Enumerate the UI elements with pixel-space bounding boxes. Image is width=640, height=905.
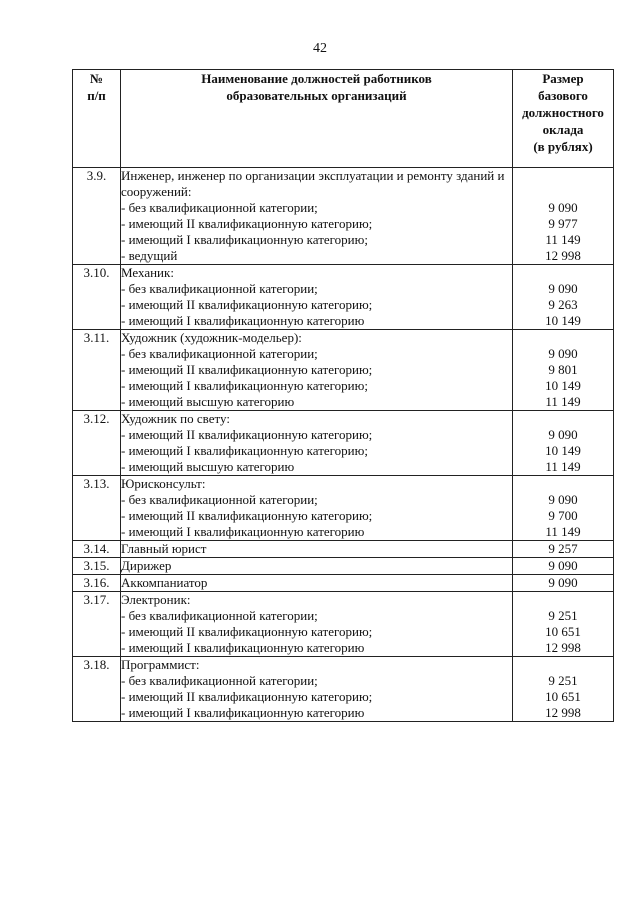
row-number: 3.9. [73,168,121,265]
table-row [73,476,614,541]
row-item-label: - без квалификационной категории; [121,281,318,296]
salary-value: 9 977 [548,216,578,231]
row-item-label: - имеющий II квалификационную категорию; [121,362,373,377]
row-item-label: - имеющий II квалификационную категорию; [121,508,373,523]
row-salary [513,265,614,330]
row-salary: 9 090 [513,575,614,592]
row-title: Электроник: [121,592,191,607]
row-number: 3.17. [73,592,121,657]
row-position [121,411,513,476]
table-row [73,592,614,657]
row-position [121,265,513,330]
table-row [73,168,614,265]
row-item-label: - имеющий высшую категорию [121,394,295,409]
row-number: 3.11. [73,330,121,411]
row-title: Механик: [121,265,174,280]
page-number: 42 [313,41,327,56]
salary-value: 9 700 [548,508,578,523]
table-header-row [73,70,614,168]
row-item-label: - ведущий [121,248,178,263]
row-salary: 9 090 [513,558,614,575]
salary-value: 9 251 [548,673,578,688]
row-salary [513,592,614,657]
row-salary [513,168,614,265]
row-number: 3.15. [73,558,121,575]
row-position [121,476,513,541]
salary-value: 11 149 [545,524,581,539]
row-item-label: - имеющий I квалификационную категорию; [121,443,368,458]
salary-value: 11 149 [545,394,581,409]
row-title: Художник по свету: [121,411,230,426]
row-item-label: - без квалификационной категории; [121,200,318,215]
salary-value: 12 998 [545,640,581,655]
salary-value: 9 801 [548,362,578,377]
row-number: 3.14. [73,541,121,558]
row-title: Инженер, инженер по организации эксплуатации и ремонту зданий и сооружений: [121,168,505,199]
row-number: 3.18. [73,657,121,722]
row-item-label: - имеющий I квалификационную категорию; [121,232,368,247]
salary-value: 9 251 [548,608,578,623]
salary-value: 10 651 [545,624,581,639]
header-number: № п/п [73,70,121,168]
row-position: Дирижер [121,558,513,575]
row-item-label: - имеющий I квалификационную категорию [121,705,365,720]
table-row [73,575,614,592]
row-position [121,592,513,657]
row-position [121,330,513,411]
row-item-label: - имеющий II квалификационную категорию; [121,216,373,231]
row-position: Главный юрист [121,541,513,558]
salary-value: 9 263 [548,297,578,312]
row-item-label: - имеющий II квалификационную категорию; [121,689,373,704]
salary-value: 9 090 [548,200,578,215]
salary-value: 9 090 [548,281,578,296]
salary-value: 10 149 [545,313,581,328]
salary-value: 9 090 [548,427,578,442]
row-title: Программист: [121,657,200,672]
salary-value: 10 149 [545,378,581,393]
row-item-label: - имеющий I квалификационную категорию; [121,378,368,393]
salary-value: 12 998 [545,705,581,720]
row-item-label: - без квалификационной категории; [121,346,318,361]
table-row [73,330,614,411]
row-item-label: - без квалификационной категории; [121,608,318,623]
salary-value: 12 998 [545,248,581,263]
salary-value: 10 651 [545,689,581,704]
row-title: Художник (художник-модельер): [121,330,302,345]
table-row [73,558,614,575]
row-salary [513,330,614,411]
salary-value: 9 090 [548,492,578,507]
row-number: 3.12. [73,411,121,476]
row-item-label: - без квалификационной категории; [121,492,318,507]
row-number: 3.16. [73,575,121,592]
row-item-label: - имеющий I квалификационную категорию [121,313,365,328]
row-position [121,657,513,722]
header-salary: Размер базового должностного оклада (в рублях) [513,70,614,168]
header-position-name: Наименование должностей работников образовательных организаций [121,70,513,168]
row-title: Юрисконсульт: [121,476,206,491]
row-item-label: - имеющий II квалификационную категорию; [121,297,373,312]
row-item-label: - имеющий высшую категорию [121,459,295,474]
table-row [73,541,614,558]
row-item-label: - имеющий I квалификационную категорию [121,640,365,655]
row-salary: 9 257 [513,541,614,558]
salary-table [72,69,614,722]
row-position [121,168,513,265]
salary-value: 9 090 [548,346,578,361]
row-item-label: - имеющий II квалификационную категорию; [121,624,373,639]
salary-value: 10 149 [545,443,581,458]
salary-value: 11 149 [545,232,581,247]
row-item-label: - без квалификационной категории; [121,673,318,688]
row-item-label: - имеющий I квалификационную категорию [121,524,365,539]
table-row [73,657,614,722]
row-item-label: - имеющий II квалификационную категорию; [121,427,373,442]
row-number: 3.10. [73,265,121,330]
row-salary [513,476,614,541]
table-row [73,265,614,330]
table-row [73,411,614,476]
row-salary [513,657,614,722]
row-position: Аккомпаниатор [121,575,513,592]
row-salary [513,411,614,476]
row-number: 3.13. [73,476,121,541]
salary-value: 11 149 [545,459,581,474]
